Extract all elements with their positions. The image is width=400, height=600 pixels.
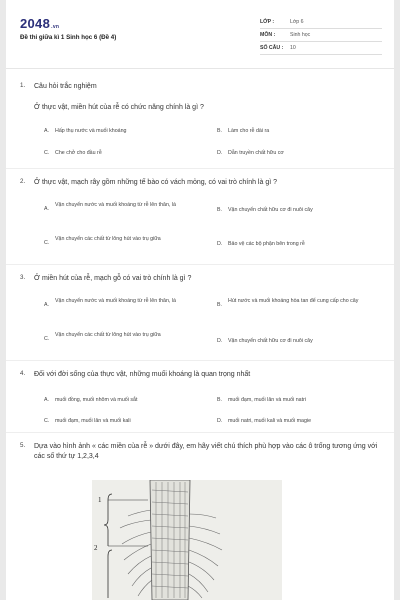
question-2: 2. Ở thực vật, mạch rây gồm những tế bào có vách mỏng, có vai trò chính là gì ? A. Vận chuyển nước và muối khoáng từ rễ lên thân, lá B. Vận chuyển chất hữu cơ đi nuôi cây C. Vận chuyển các chất từ lông hút vào trụ giữa D. Bảo vệ các bộ phận bên trong rễ	[20, 178, 382, 264]
figure-label-1: 1	[98, 496, 102, 504]
question-divider	[6, 168, 394, 169]
root-zones-figure	[92, 480, 282, 600]
question-divider	[6, 264, 394, 265]
question-text: Đối với đời sống của thực vật, những muối khoáng là quan trọng nhất	[34, 371, 251, 378]
question-number: 5.	[20, 442, 26, 449]
question-5	[20, 442, 382, 472]
exam-page	[6, 0, 394, 600]
question-number: 1.	[20, 82, 26, 89]
question-number: 2.	[20, 178, 26, 185]
meta-question-count: SỐ CÂU : 10	[260, 42, 382, 55]
question-text: Ở miền hút của rễ, mạch gỗ có vai trò chính là gì ?	[34, 275, 192, 282]
site-logo[interactable]: 2048.vn	[20, 16, 60, 31]
section-title: Câu hỏi trắc nghiệm	[34, 83, 97, 90]
header-divider	[6, 68, 394, 69]
question-number: 3.	[20, 274, 26, 281]
question-text: Dựa vào hình ảnh « các miền của rễ » dưới đây, em hãy viết chú thích phù hợp vào các ô trống tương ứng với các số thứ tự 1,2,3,4	[34, 443, 378, 460]
root-diagram-illustration	[92, 480, 282, 600]
question-4: 4. Đối với đời sống của thực vật, những muối khoáng là quan trọng nhất A. muối đồng, muối nhôm và muối sắt B. muối đạm, muối lân và muối natri C. muối đạm, muối lân và muối kali D. muối natri, muối kali và muối magie	[20, 370, 382, 430]
meta-subject: MÔN : Sinh học	[260, 29, 382, 42]
meta-grade: LỚP : Lớp 6	[260, 16, 382, 29]
question-text: Ở thực vật, mạch rây gồm những tế bào có vách mỏng, có vai trò chính là gì ?	[34, 179, 277, 186]
exam-meta	[260, 16, 382, 55]
exam-title: Đề thi giữa kì 1 Sinh học 6 (Đề 4)	[20, 34, 117, 41]
question-divider	[6, 432, 394, 433]
figure-label-2: 2	[94, 544, 98, 552]
question-text: Ở thực vật, miền hút của rễ có chức năng chính là gì ?	[34, 104, 204, 111]
question-number: 4.	[20, 370, 26, 377]
question-divider	[6, 360, 394, 361]
question-3: 3. Ở miền hút của rễ, mạch gỗ có vai trò chính là gì ? A. Vận chuyển nước và muối khoáng từ rễ lên thân, lá B. Hút nước và muối khoáng hòa tan để cung cấp cho cây C. Vận chuyển các chất từ lông hút vào trụ giữa D. Vận chuyển chất hữu cơ đi nuôi cây	[20, 274, 382, 360]
exam-header	[20, 14, 382, 66]
question-1: 1. Câu hỏi trắc nghiệm Ở thực vật, miền hút của rễ có chức năng chính là gì ? A. Hấp thụ nước và muối khoáng B. Làm cho rễ dài ra C. Che chở cho đầu rễ D. Dẫn truyền chất hữu cơ	[20, 82, 382, 168]
